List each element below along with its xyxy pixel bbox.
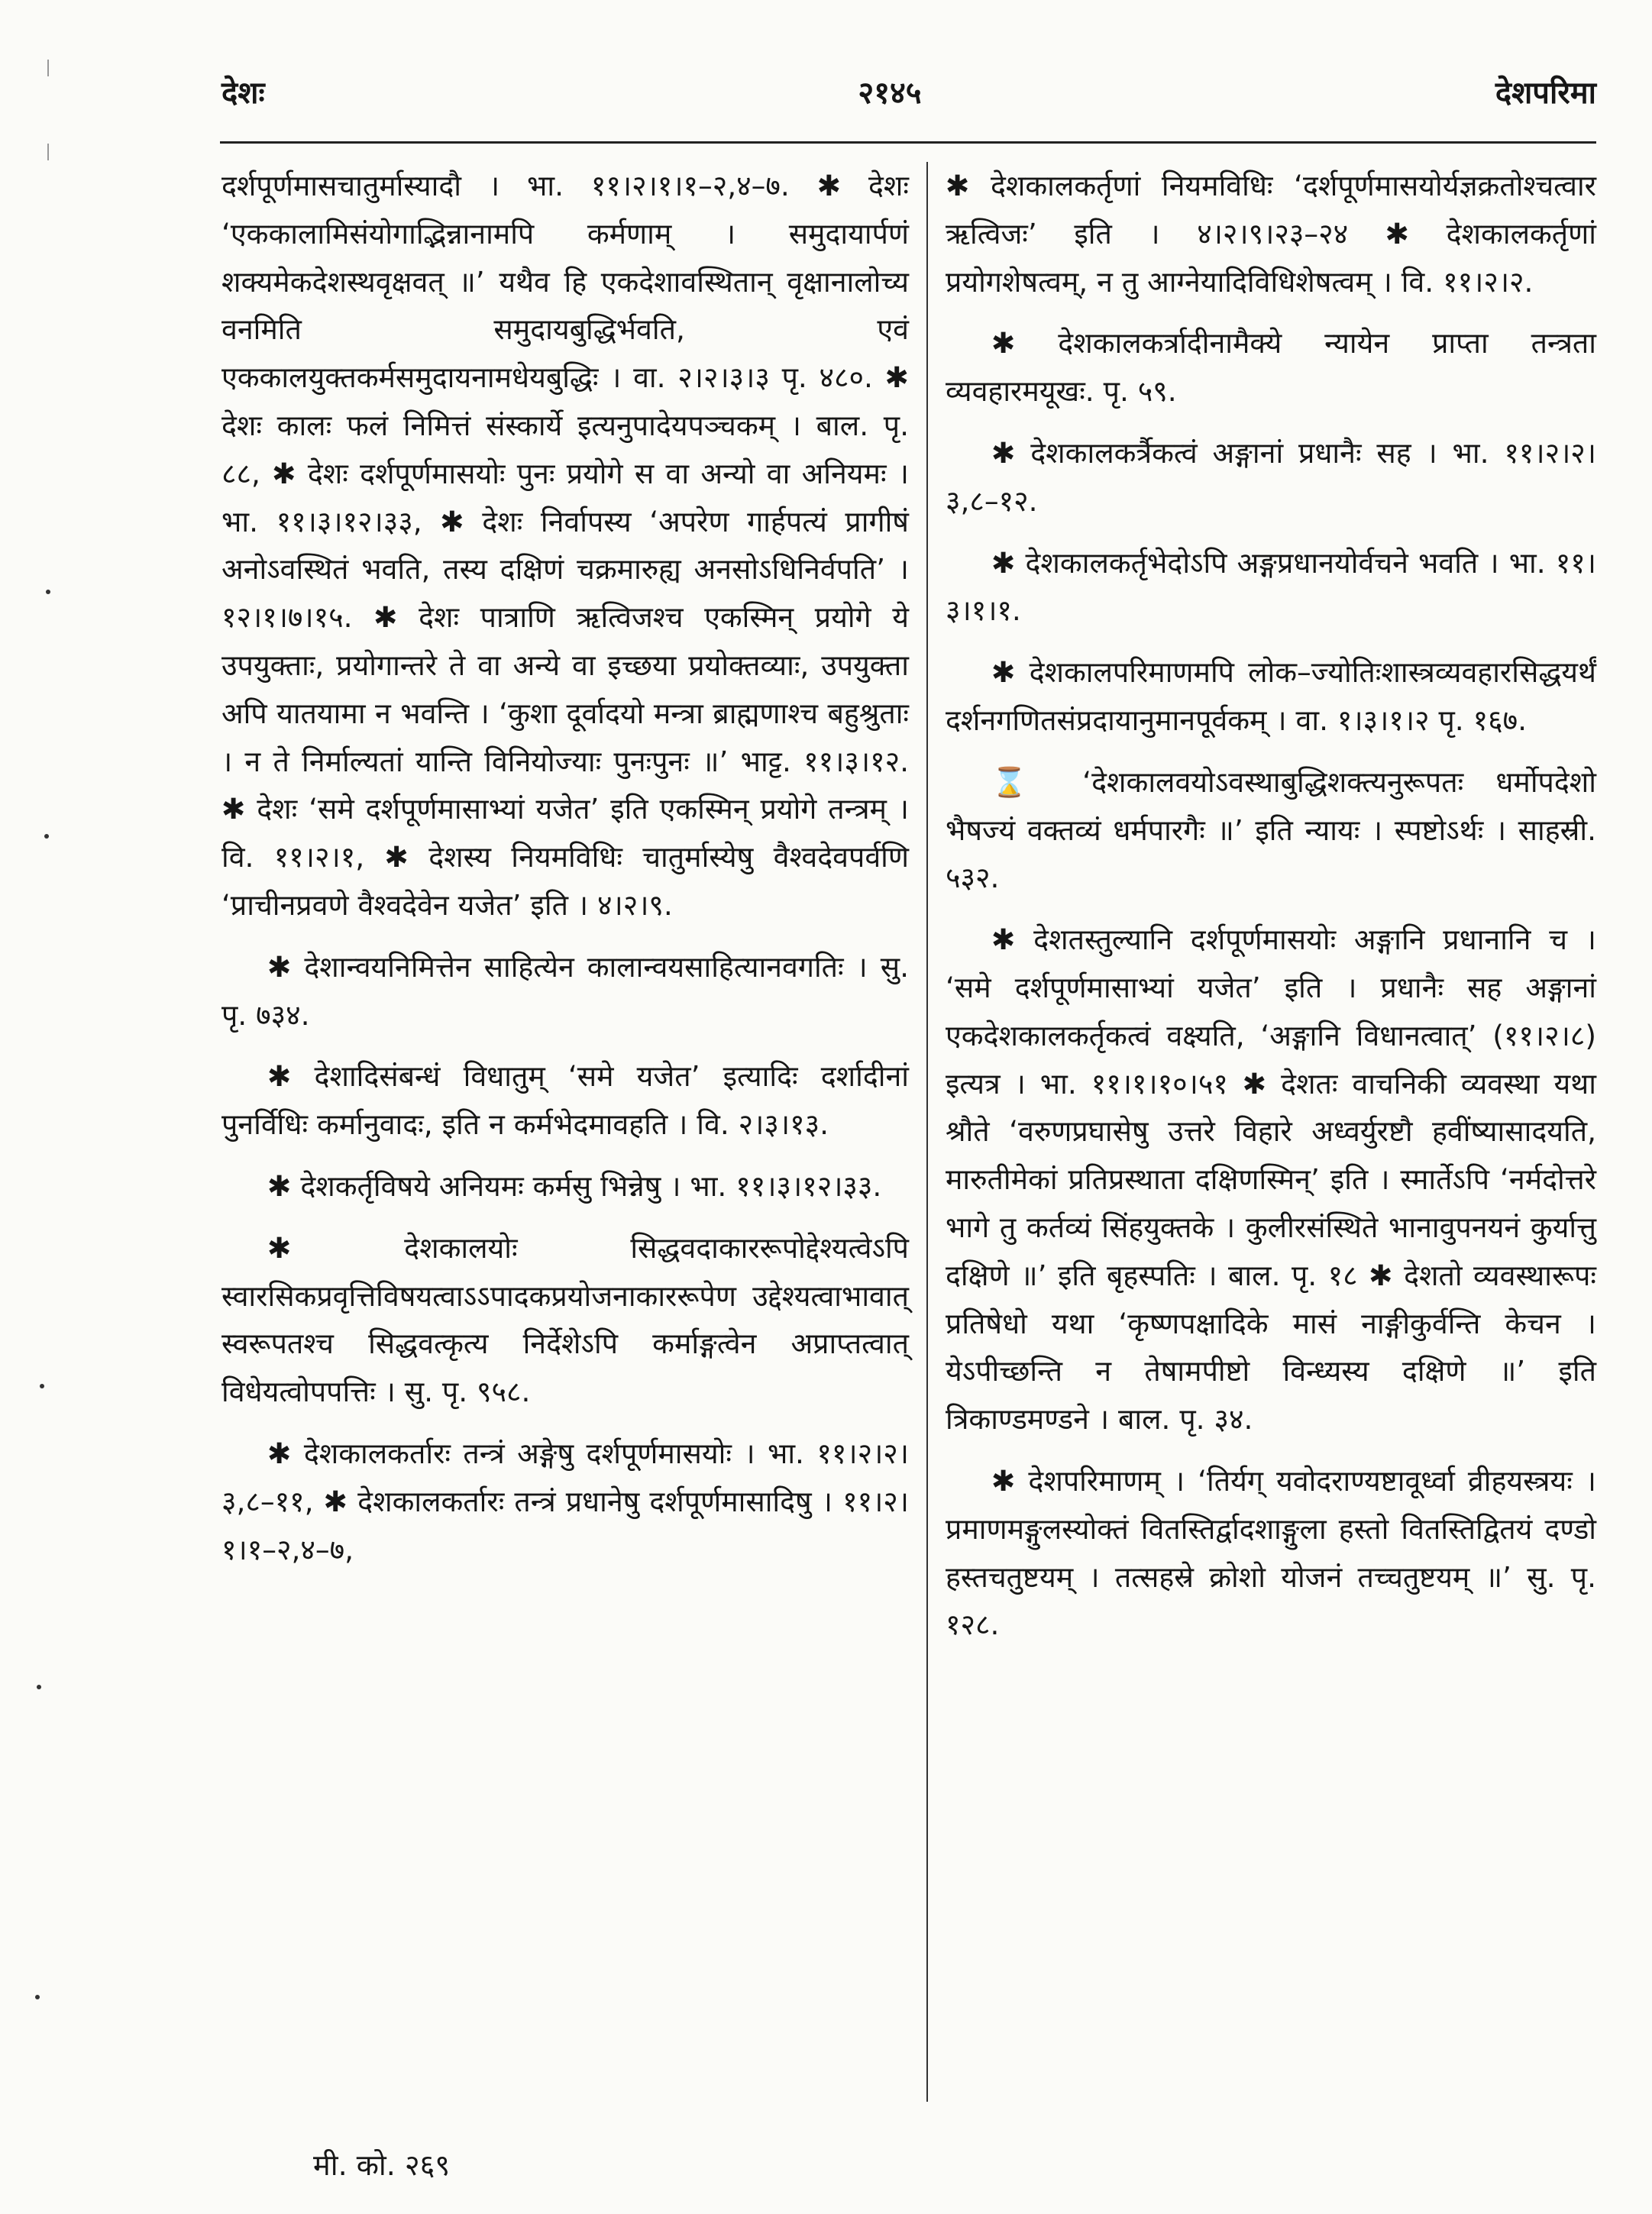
page-footer: मी. को. २६९ — [313, 2148, 451, 2182]
header-left-word: देशः — [221, 76, 265, 111]
right-para-1: ✱ देशकालकर्तृणां नियमविधिः ‘दर्शपूर्णमासयोर्यज्ञक्रतोश्चत्वार ऋत्विजः’ इति । ४।२।९।२३–२४ ✱ देशकालकर्तृणां प्रयोगशेषत्वम्, न तु आग्नेयादिविधिशेषत्वम् । वि. ११।२।२. — [946, 169, 1596, 299]
left-column — [221, 162, 909, 1573]
left-para-5: ✱ देशकालयोः सिद्धवदाकाररूपोद्देश्यत्वेऽपि स्वारसिकप्रवृत्तिविषयत्वाऽऽपादकप्रयोजनाकाररूपेण उद्देश्यत्वाभावात् स्वरूपतश्च सिद्धवत्कृत्य निर्देशेऽपि कर्माङ्गत्वेन अप्राप्तत्वात् विधेयत्वोपपत्तिः । सु. पृ. ९५८. — [221, 1230, 909, 1409]
left-para-3: ✱ देशादिसंबन्धं विधातुम् ‘समे यजेत’ इत्यादिः दर्शादीनां पुनर्विधिः कर्मानुवादः, इति न कर्मभेदमावहति । वि. २।३।१३. — [221, 1059, 909, 1142]
header-right-word: देशपरिमा — [1495, 76, 1596, 111]
right-para-8: ✱ देशपरिमाणम् । ‘तिर्यग् यवोदराण्यष्टावूर्ध्वा व्रीहयस्त्रयः । प्रमाणमङ्गुलस्योक्तं वितस्तिर्द्वादशाङ्गुला हस्तो वितस्तिद्वितयं दण्डो हस्तचतुष्टयम् । तत्सहस्रे क्रोशो योजनं तच्चतुष्टयम् ॥’ सु. पृ. १२८. — [946, 1463, 1596, 1642]
scan-mark — [47, 60, 49, 76]
left-para-2: ✱ देशान्वयनिमित्तेन साहित्येन कालान्वयसाहित्यानवगतिः । सु. पृ. ७३४. — [221, 949, 909, 1032]
left-para-1: दर्शपूर्णमासचातुर्मास्यादौ । भा. ११।२।१।१–२,४–७. ✱ देशः ‘एककालामिसंयोगाद्भिन्नानामपि कर्मणाम् । समुदायार्पणं शक्यमेकदेशस्थवृक्षवत् ॥’ यथैव हि एकदेशावस्थितान् वृक्षानालोच्य वनमिति समुदायबुद्धिर्भवति, एवं एककालयुक्तकर्मसमुदायनामधेयबुद्धिः । वा. २।२।३।३ पृ. ४८०. ✱ देशः कालः फलं निमित्तं संस्कार्ये इत्यनुपादेयपञ्चकम् । बाल. पृ. ८८, ✱ देशः दर्शपूर्णमासयोः पुनः प्रयोगे स वा अन्यो वा अनियमः । भा. ११।३।१२।३३, ✱ देशः निर्वापस्य ‘अपरेण गार्हपत्यं प्रागीषं अनोऽवस्थितं भवति, तस्य दक्षिणं चक्रमारुह्य अनसोऽधिनिर्वपति’ । १२।१।७।१५. ✱ देशः पात्राणि ऋत्विजश्च एकस्मिन् प्रयोगे ये उपयुक्ताः, प्रयोगान्तरे ते वा अन्ये वा इच्छया प्रयोक्तव्याः, उपयुक्ता अपि यातयामा न भवन्ति । ‘कुशा दूर्वादयो मन्त्रा ब्राह्मणाश्च बहुश्रुताः । न ते निर्माल्यतां यान्ति विनियोज्याः पुनःपुनः ॥’ भाट्ट. ११।३।१२. ✱ देशः ‘समे दर्शपूर्णमासाभ्यां यजेत’ इति एकस्मिन् प्रयोगे तन्त्रम् । वि. ११।२।१, ✱ देशस्य नियमविधिः चातुर्मास्येषु वैश्वदेवपर्वणि ‘प्राचीनप्रवणे वैश्वदेवेन यजेत’ इति । ४।२।९. — [221, 169, 909, 922]
right-para-6: ⌛ ‘देशकालवयोऽवस्थाबुद्धिशक्त्यनुरूपतः धर्मोपदेशो भैषज्यं वक्तव्यं धर्मपारगैः ॥’ इति न्यायः । स्पष्टोऽर्थः । साहस्री. ५३२. — [946, 764, 1596, 895]
right-para-7: ✱ देशतस्तुल्यानि दर्शपूर्णमासयोः अङ्गानि प्रधानानि च । ‘समे दर्शपूर्णमासाभ्यां यजेत’ इति । प्रधानैः सह अङ्गानां एकदेशकालकर्तृकत्वं वक्ष्यति, ‘अङ्गानि विधानत्वात्’ (११।२।८) इत्यत्र । भा. ११।१।१०।५१ ✱ देशतः वाचनिकी व्यवस्था यथा श्रौते ‘वरुणप्रघासेषु उत्तरे विहारे अध्वर्युरष्टौ हवींष्यासादयति, मारुतीमेकां प्रतिप्रस्थाता दक्षिणस्मिन्’ इति । स्मार्तेऽपि ‘नर्मदोत्तरे भागे तु कर्तव्यं सिंहयुक्तके । कुलीरसंस्थिते भानावुपनयनं कुर्यात्तु दक्षिणे ॥’ इति बृहस्पतिः । बाल. पृ. १८ ✱ देशतो व्यवस्थारूपः प्रतिषेधो यथा ‘कृष्णपक्षादिके मासं नाङ्गीकुर्वन्ति केचन । येऽपीच्छन्ति न तेषामपीष्टो विन्ध्यस्य दक्षिणे ॥’ इति त्रिकाण्डमण्डने । बाल. पृ. ३४. — [946, 923, 1596, 1437]
scan-mark — [47, 144, 49, 160]
left-para-6: ✱ देशकालकर्तारः तन्त्रं अङ्गेषु दर्शपूर्णमासयोः । भा. ११।२।२।३,८–११, ✱ देशकालकर्तारः तन्त्रं प्रधानेषु दर्शपूर्णमासादिषु । ११।२।१।१–२,४–७, — [221, 1436, 909, 1566]
scan-speck — [46, 590, 50, 594]
scan-speck — [37, 1685, 41, 1689]
right-para-5: ✱ देशकालपरिमाणमपि लोक–ज्योतिःशास्त्रव्यवहारसिद्धयर्थं दर्शनगणितसंप्रदायानुमानपूर्वकम् । वा. १।३।१।२ पृ. १६७. — [946, 655, 1596, 737]
scan-speck — [35, 1995, 40, 1999]
column-divider — [926, 162, 928, 2102]
header-rule — [220, 141, 1596, 144]
page-header — [183, 70, 1596, 124]
right-para-2: ✱ देशकालकर्त्रादीनामैक्ये न्यायेन प्राप्ता तन्त्रता व्यवहारमयूखः. पृ. ५९. — [946, 326, 1596, 409]
right-para-4: ✱ देशकालकर्तृभेदोऽपि अङ्गप्रधानयोर्वचने भवति । भा. ११।३।१।१. — [946, 545, 1596, 628]
scan-speck — [44, 834, 49, 839]
scan-speck — [40, 1384, 44, 1388]
right-para-3: ✱ देशकालकर्त्रैकत्वं अङ्गानां प्रधानैः सह । भा. ११।२।२।३,८–१२. — [946, 435, 1596, 518]
page-number: २१४५ — [858, 76, 922, 111]
right-column — [946, 162, 1596, 1649]
left-para-4: ✱ देशकर्तृविषये अनियमः कर्मसु भिन्नेषु । भा. ११।३।१२।३३. — [267, 1168, 882, 1203]
